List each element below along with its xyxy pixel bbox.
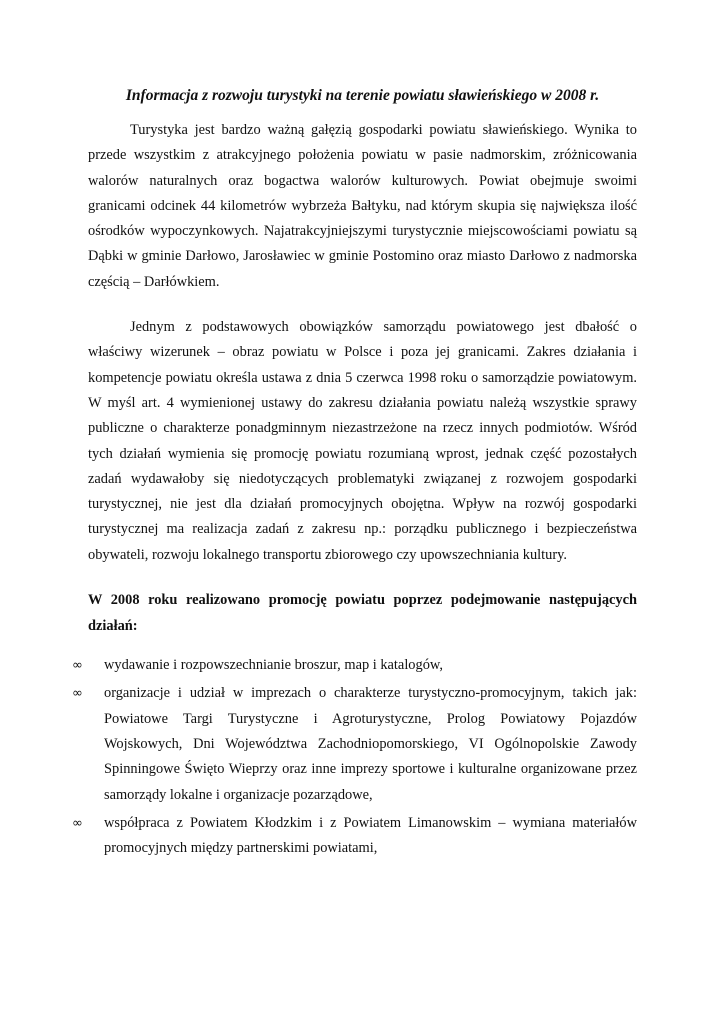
promotion-activities-list [72, 653, 637, 861]
list-item [72, 653, 637, 678]
list-item [72, 811, 637, 862]
section-heading: W 2008 roku realizowano promocję powiatu poprzez podejmowanie następujących działań: [88, 592, 637, 634]
list-item-text: współpraca z Powiatem Kłodzkim i z Powiatem Limanowskim – wymiana materiałów promocyjnych między partnerskimi powiatami, [104, 814, 637, 857]
list-item [72, 681, 637, 807]
infinity-bullet-icon: ∞ [72, 815, 83, 831]
document-page [72, 78, 637, 864]
list-item-text: wydawanie i rozpowszechnianie broszur, map i katalogów, [104, 657, 443, 674]
list-item-text: organizacje i udział w imprezach o charakterze turystyczno-promocyjnym, takich jak: Powiatowe Targi Turystyczne i Agroturystyczne, Prolog Powiatowy Pojazdów Wojskowych, Dni Województwa Zachodniopomorskiego, VI Ogólnopolskie Zawody Spinningowe Święto Wieprzy oraz inne imprezy sportowe i kulturalne organizowane przez samorządy lokalne i organizacje pozarządowe, [104, 685, 637, 803]
infinity-bullet-icon: ∞ [72, 658, 83, 674]
paragraph-tourism-intro: Turystyka jest bardzo ważną gałęzią gospodarki powiatu sławieńskiego. Wynika to przede wszystkim z atrakcyjnego położenia powiatu w pasie nadmorskim, zróżnicowania walorów naturalnych oraz bogactwa walorów kulturowych. Powiat obejmuje swoimi granicami odcinek 44 kilometrów wybrzeża Bałtyku, nad którym skupia się największa ilość ośrodków wypoczynkowych. Najatrakcyjniejszymi turystycznie miejscowościami powiatu są Dąbki w gminie Darłowo, Jarosławiec w gminie Postomino oraz miasto Darłowo z nadmorska częścią – Darłówkiem. [88, 122, 637, 290]
document-title: Informacja z rozwoju turystyki na terenie powiatu sławieńskiego w 2008 r. [125, 87, 600, 104]
paragraph-county-duties: Jednym z podstawowych obowiązków samorządu powiatowego jest dbałość o właściwy wizerunek – obraz powiatu w Polsce i poza jej granicami. Zakres działania i kompetencje powiatu określa ustawa z dnia 5 czerwca 1998 roku o samorządzie powiatowym. W myśl art. 4 wymienionej ustawy do zakresu działania powiatu należą wszystkie sprawy publiczne o charakterze ponadgminnym niezastrzeżone na rzecz innych podmiotów. Wśród tych działań wymienia się promocję powiatu rozumianą wprost, jednak część pozostałych zadań wydawałoby się niedotyczących problematyki związanej z rozwojem gospodarki turystycznej, nie jest dla działań promocyjnych obojętna. Wpływ na rozwój gospodarki turystycznej ma realizacja zadań z zakresu np.: porządku publicznego i bezpieczeństwa obywateli, rozwoju lokalnego transportu zbiorowego czy upowszechniania kultury. [88, 319, 637, 563]
infinity-bullet-icon: ∞ [72, 686, 83, 702]
